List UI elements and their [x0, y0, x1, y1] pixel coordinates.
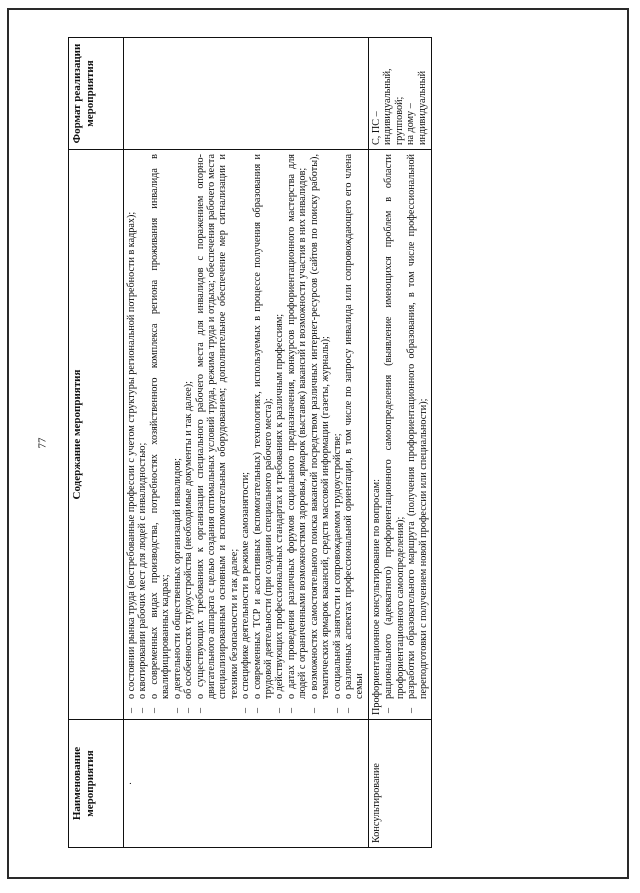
rotated-page-content: [68, 38, 583, 848]
events-table: [68, 37, 432, 848]
cell-event-format: [368, 38, 431, 150]
table-body: [124, 38, 432, 848]
list-item: – разработки образовательного маршрута (получения профориентационного образования, в том числе профессиональной переподготовки с получением новой профессии или специальности);: [406, 154, 429, 715]
list-item: – о состоянии рынка труда (востребованные профессии с учетом структуры региональной потребности в кадрах);: [126, 154, 137, 715]
header-name-column: Наименование мероприятия: [69, 720, 124, 848]
content-lead-text: Профориентационное консультирование по вопросам:: [370, 479, 382, 715]
list-item: – о современных ТСР и ассистивных (вспомогательных) технологиях, используемых в процессе получения образования и трудовой деятельности (при создании специального рабочего места);: [252, 154, 275, 715]
table-row: [368, 38, 431, 848]
event-name-text: Консультирование: [370, 763, 382, 843]
content-dash-list: [126, 154, 366, 715]
cell-event-content: [368, 150, 431, 720]
cell-event-format: [124, 38, 369, 150]
list-item: – о возможностях самостоятельного поиска вакансий посредством различных интернет-ресурсов (сайтов по поиску работы), тематических ярмарок вакансий, средств массовой информации (газеты, журналы);: [309, 154, 332, 715]
list-item: – о социальной занятости и сопровождаемом трудоустройстве;: [332, 154, 343, 715]
format-line: индивидуальный,: [382, 68, 394, 145]
table-header-row: [69, 38, 124, 848]
list-item: – об особенностях трудоустройства (необходимые документы и так далее);: [183, 154, 194, 715]
list-item: – о современных видах производства, потребностях хозяйственного комплекса региона проживания инвалида в квалифицированных кадрах;: [149, 154, 172, 715]
format-line: на дому –: [405, 103, 417, 145]
list-item: – о существующих требованиях к организации специального рабочего места для инвалидов с поражением опорно-двигательного аппарата с целью создания оптимальных условий труда, режима труда и отдыха; обеспечения рабочего места специализированным основным и вспомогательным оборудованием; дополнительное обеспечение мер сигнализации и техники безопасности и так далее;: [195, 154, 241, 715]
page-number: 77: [36, 437, 49, 449]
event-name-text: ·: [126, 781, 137, 786]
format-line: групповой;: [393, 96, 405, 145]
list-item: – о различных аспектах профессиональной ориентации, в том числе по запросу инвалида или сопровождающего его члена семьи: [343, 154, 366, 715]
list-item: – о квотировании рабочих мест для людей с инвалидностью;: [137, 154, 148, 715]
header-content-column: Содержание мероприятия: [69, 150, 124, 720]
header-format-column: Формат реализации мероприятия: [69, 38, 124, 150]
list-item: – рационального (адекватного) профориентационного самоопределения (выявление имеющихся проблем в области профориентационного самоопределения);: [383, 154, 406, 715]
format-line: С, ПС –: [370, 111, 382, 145]
list-item: – о датах проведения различных форумов социального предназначения, конкурсов профориентационного мастерства для людей с ограниченными возможностями здоровья, ярмарок (выставок) вакансий и возможности участия в них инвалидов;: [286, 154, 309, 715]
list-item: – о специфике деятельности в режиме самозанятости;: [240, 154, 251, 715]
format-line: индивидуальный: [416, 70, 428, 145]
cell-event-name: [124, 720, 369, 848]
content-dash-list: [383, 154, 429, 715]
table-row: [124, 38, 369, 848]
cell-event-content: [124, 150, 369, 720]
list-item: – о действующих профессиональных стандартах и требованиях к различным профессиям;: [274, 154, 285, 715]
cell-event-name: [368, 720, 431, 848]
list-item: – о деятельности общественных организаций инвалидов;: [172, 154, 183, 715]
